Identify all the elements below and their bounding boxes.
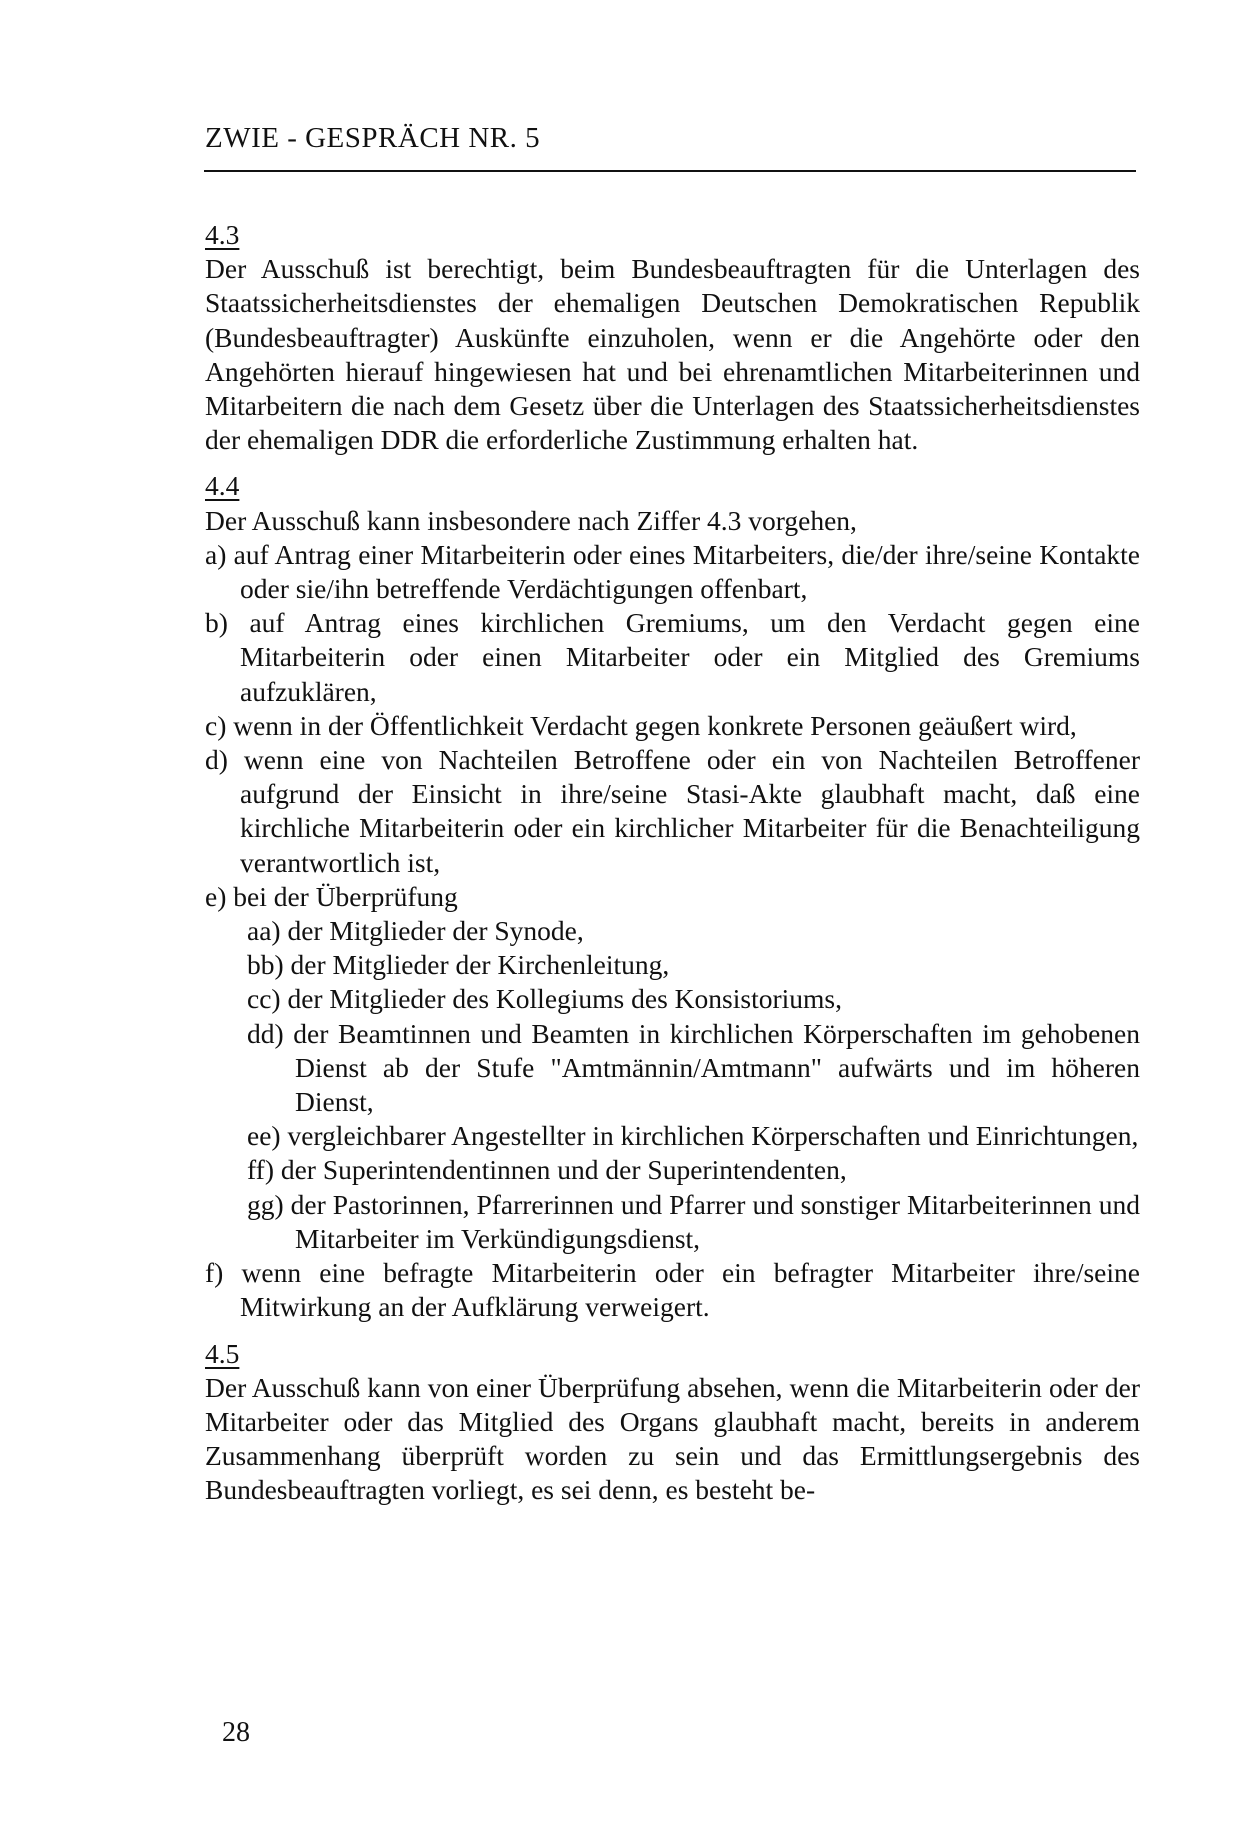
section-paragraph: Der Ausschuß kann von einer Überprüfung absehen, wenn die Mitarbeiterin oder der Mitarbeiter oder das Mitglied des Organs glaubhaft macht, bereits in anderem Zusammenhang überprüft worden zu sein und das Ermittlungsergebnis des Bundesbeauftragten vorliegt, es sei denn, es besteht be-	[205, 1371, 1140, 1506]
list-item-f: f) wenn eine befragte Mitarbeiterin oder ein befragter Mitarbeiter ihre/seine Mitwirkung an der Aufklärung verweigert.	[205, 1257, 1140, 1323]
header-rule	[204, 170, 1136, 172]
sub-item-ee: ee) vergleichbarer Angestellter in kirchlichen Körperschaften und Einrichtungen,	[247, 1120, 1139, 1152]
section-intro: Der Ausschuß kann insbesondere nach Ziffer 4.3 vorgehen,	[205, 504, 857, 536]
document-body	[205, 218, 1140, 1508]
sub-item-gg: gg) der Pastorinnen, Pfarrerinnen und Pfarrer und sonstiger Mitarbeiterinnen und Mitarbeiter im Verkündigungsdienst,	[247, 1188, 1140, 1254]
sub-item-ff: ff) der Superintendentinnen und der Superintendenten,	[247, 1154, 847, 1186]
list-item-a: a) auf Antrag einer Mitarbeiterin oder eines Mitarbeiters, die/der ihre/seine Kontakte oder sie/ihn betreffende Verdächtigungen offenbart,	[205, 538, 1140, 605]
section-number: 4.5	[205, 1337, 240, 1369]
section-4-4	[205, 469, 1140, 1324]
section-4-5	[205, 1337, 1140, 1508]
running-header: ZWIE - GESPRÄCH NR. 5	[205, 122, 541, 154]
list-item-c: c) wenn in der Öffentlichkeit Verdacht gegen konkrete Personen geäußert wird,	[205, 709, 1077, 741]
section-number: 4.3	[205, 219, 240, 250]
list-item-b: b) auf Antrag eines kirchlichen Gremiums, um den Verdacht gegen eine Mitarbeiterin oder einen Mitarbeiter oder ein Mitglied des Gremiums aufzuklären,	[205, 607, 1140, 707]
sub-item-aa: aa) der Mitglieder der Synode,	[247, 915, 584, 947]
section-paragraph: Der Ausschuß ist berechtigt, beim Bundesbeauftragten für die Unterlagen des Staatssicherheitsdienstes der ehemaligen Deutschen Demokratischen Republik (Bundesbeauftragter) Auskünfte einzuholen, wenn er die Angehörte oder den Angehörten hierauf hingewiesen hat und bei ehrenamtlichen Mitarbeiterinnen und Mitarbeitern die nach dem Gesetz über die Unterlagen des Staatssicherheitsdienstes der ehemaligen DDR die erforderliche Zustimmung erhalten hat.	[205, 253, 1140, 456]
section-4-3	[205, 218, 1140, 457]
page-number: 28	[222, 1717, 250, 1748]
list-item-d: d) wenn eine von Nachteilen Betroffene oder ein von Nachteilen Betroffener aufgrund der Einsicht in ihre/seine Stasi-Akte glaubhaft macht, daß eine kirchliche Mitarbeiterin oder ein kirchlicher Mitarbeiter für die Benachteiligung verantwortlich ist,	[205, 744, 1140, 878]
section-number: 4.4	[205, 470, 240, 502]
sub-item-cc: cc) der Mitglieder des Kollegiums des Konsistoriums,	[247, 983, 842, 1015]
sub-item-dd: dd) der Beamtinnen und Beamten in kirchlichen Körperschaften im gehobenen Dienst ab der Stufe "Amtmännin/Amtmann" aufwärts und im höheren Dienst,	[247, 1017, 1140, 1118]
list-item-e: e) bei der Überprüfung	[205, 880, 458, 912]
sub-item-bb: bb) der Mitglieder der Kirchenleitung,	[247, 949, 670, 981]
